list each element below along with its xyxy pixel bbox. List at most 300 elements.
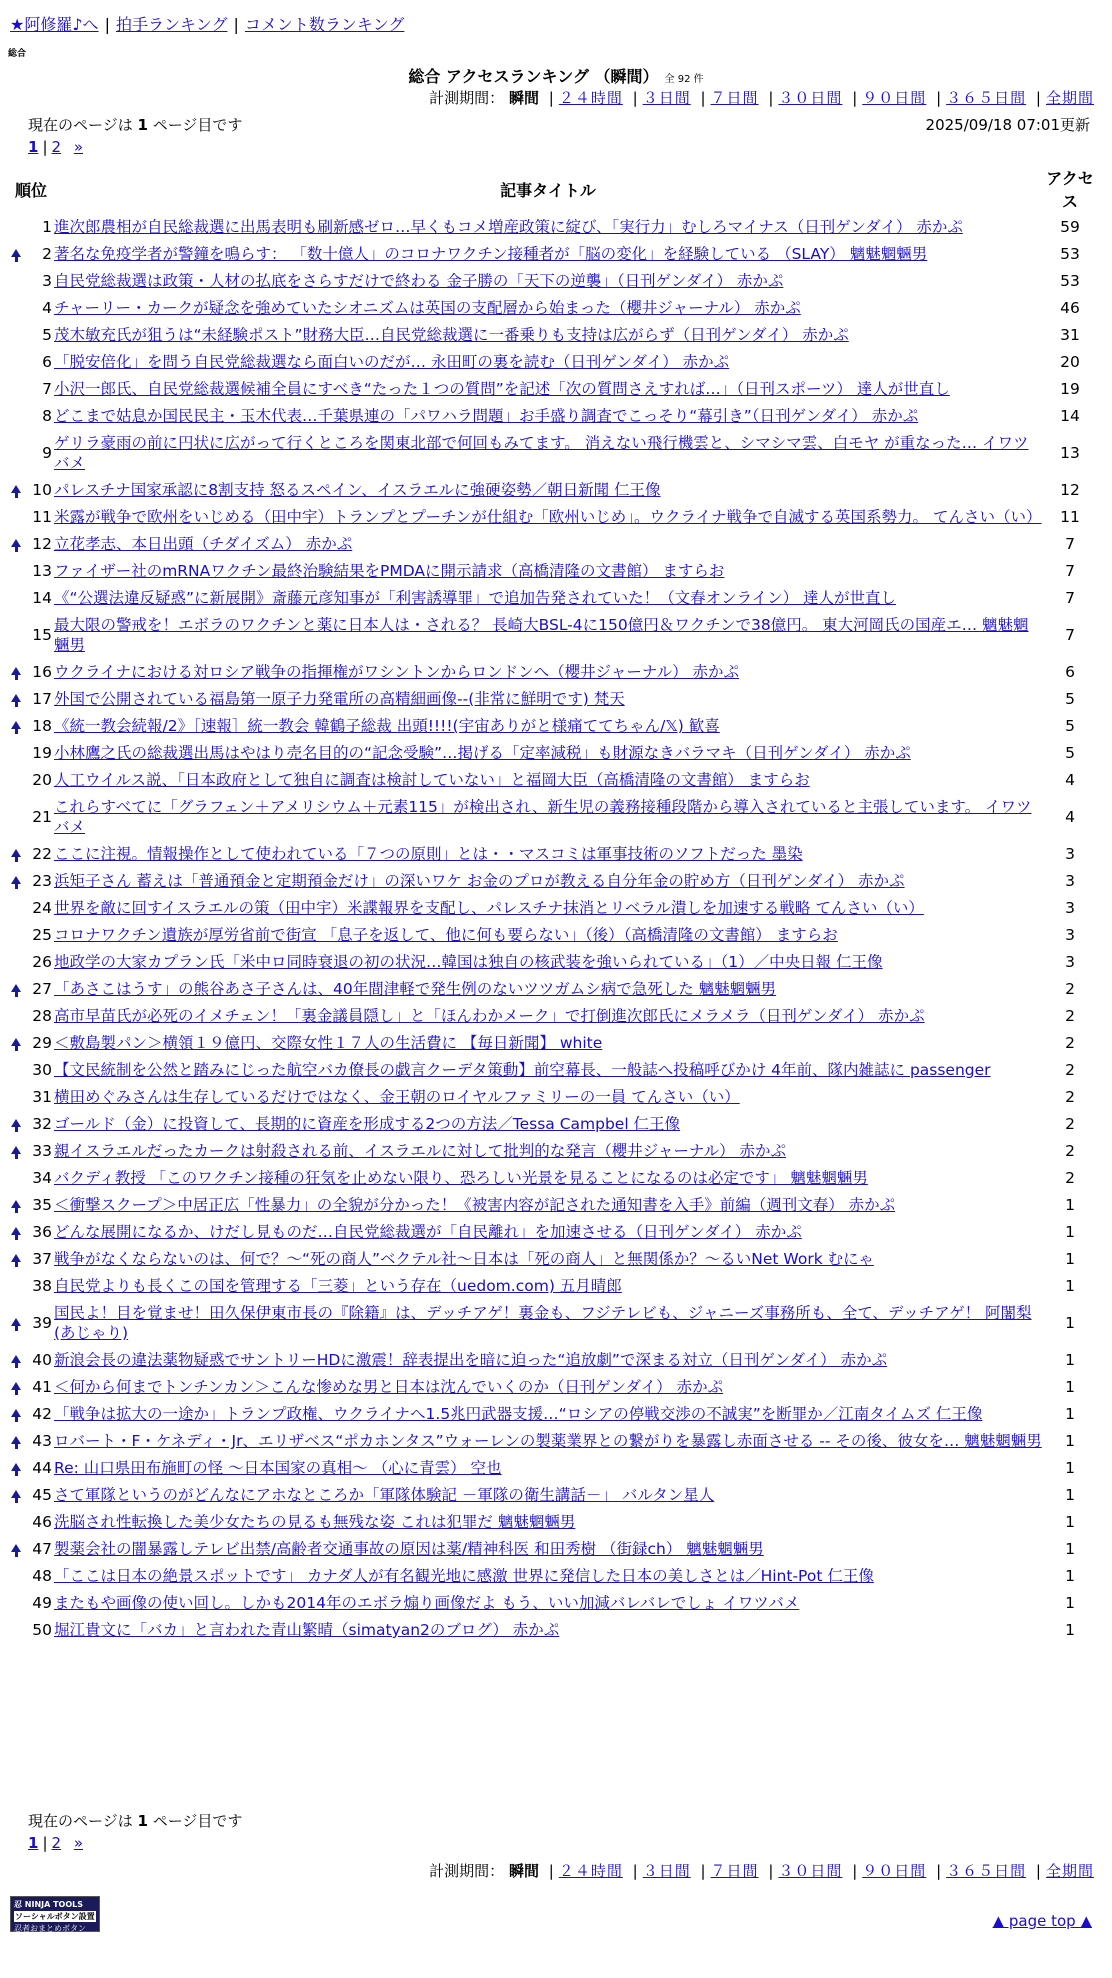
article-title-link[interactable]: さて軍隊というのがどんなにアホなところか「軍隊体験記 －軍隊の衛生講話－」 バルタン星人: [54, 1486, 715, 1504]
rank-up-arrow-icon: [11, 667, 21, 675]
separator: |: [632, 89, 638, 107]
access-count: 1: [1065, 1486, 1075, 1504]
article-title-cell: [54, 1273, 1042, 1300]
page-link-1[interactable]: 1: [28, 1834, 39, 1852]
article-title-link[interactable]: 立花孝志、本日出頭（チダイズム） 赤かぷ: [54, 535, 353, 553]
rank-change-cell: [8, 322, 24, 349]
access-count: 2: [1065, 1061, 1075, 1079]
table-row: [8, 1192, 1098, 1219]
article-title-link[interactable]: 新浪会長の違法薬物疑惑でサントリーHDに激震！辞表提出を暗に迫った“追放劇”で深まる対立（日刊ゲンダイ） 赤かぷ: [54, 1351, 888, 1369]
rank-number: 14: [32, 589, 52, 607]
ranking-table: [8, 164, 1098, 1644]
rank-number: 49: [32, 1594, 52, 1612]
period-link-90d[interactable]: ９０日間: [862, 1862, 927, 1880]
article-title-link[interactable]: 洗脳され性転換した美少女たちの見るも無残な姿 これは犯罪だ 魑魅魍魎男: [54, 1513, 576, 1531]
article-title-link[interactable]: ロバート・F・ケネディ・Jr、エリザベス“ポカホンタス”ウォーレンの製薬業界との繋がりを暴露し赤面させる -- その後、彼女を… 魑魅魍魎男: [54, 1432, 1042, 1450]
ninja-tools-social-button[interactable]: [10, 1896, 100, 1932]
article-title-cell: [54, 767, 1042, 794]
table-row: [8, 1401, 1098, 1428]
current-page-suffix: ページ目です: [147, 116, 243, 134]
period-current: 瞬間: [508, 89, 539, 107]
article-title-cell: [54, 1246, 1042, 1273]
article-title-link[interactable]: Re: 山口県田布施町の怪 ～日本国家の真相～ （心に青雲） 空也: [54, 1459, 502, 1477]
rank-change-cell: [8, 686, 24, 713]
article-title-link[interactable]: 米露が戦争で欧州をいじめる（田中宇）トランプとプーチンが仕組む「欧州いじめ」。ウクライナ戦争で自滅する英国系勢力。 てんさい（い）: [54, 508, 1042, 526]
article-title-link[interactable]: 戦争がなくならないのは、何で？～“死の商人”ベクテル社～日本は「死の商人」と無関係か？～るいNet Work むにゃ: [54, 1250, 874, 1268]
article-title-link[interactable]: ファイザー社のmRNAワクチン最終治験結果をPMDAに開示請求（高橋清隆の文書館） ますらお: [54, 562, 725, 580]
access-count: 2: [1065, 980, 1075, 998]
article-title-link[interactable]: コロナワクチン遺族が厚労省前で街宣 「息子を返して、他に何も要らない」（後）（高橋清隆の文書館） ますらお: [54, 926, 838, 944]
rank-change-cell: [8, 477, 24, 504]
rank-number: 4: [42, 299, 52, 317]
rank-up-arrow-icon: [11, 485, 21, 493]
table-row: [8, 268, 1098, 295]
article-title-link[interactable]: 「あさこはうす」の熊谷あさ子さんは、40年間津軽で発生例のないツツガムシ病で急死した 魑魅魍魎男: [54, 980, 777, 998]
article-title-link[interactable]: バクディ教授 「このワクチン接種の狂気を止めない限り、恐ろしい光景を見ることになるのは必定です」 魑魅魍魎男: [54, 1169, 868, 1187]
access-count: 1: [1065, 1567, 1075, 1585]
article-title-link[interactable]: パレスチナ国家承認に8割支持 怒るスペイン、イスラエルに強硬姿勢／朝日新聞 仁王像: [54, 481, 661, 499]
rank-change-cell: [8, 1563, 24, 1590]
article-title-link[interactable]: 世界を敵に回すイスラエルの策（田中宇）米諜報界を支配し、パレスチナ抹消とリベラル潰しを加速する戦略 てんさい（い）: [54, 899, 924, 917]
access-count: 1: [1065, 1196, 1075, 1214]
rank-change-cell: [8, 612, 24, 659]
article-title-link[interactable]: 小林鷹之氏の総裁選出馬はやはり売名目的の“記念受験”…掲げる「定率減税」も財源なきバラマキ（日刊ゲンダイ） 赤かぷ: [54, 744, 911, 762]
access-count: 11: [1060, 508, 1080, 526]
article-title-cell: [54, 295, 1042, 322]
access-count: 13: [1060, 444, 1080, 462]
rank-number: 48: [32, 1567, 52, 1585]
article-title-link[interactable]: ＜何から何までトンチンカン＞こんな惨めな男と日本は沈んでいくのか（日刊ゲンダイ） 赤かぷ: [54, 1378, 724, 1396]
rank-change-cell: [8, 295, 24, 322]
rank-change-cell: [8, 1030, 24, 1057]
table-row: [8, 1273, 1098, 1300]
ranking-title-text: 総合 アクセスランキング （瞬間）: [408, 67, 659, 86]
table-row: [8, 1219, 1098, 1246]
rank-up-arrow-icon: [11, 1355, 21, 1363]
rank-change-cell: [8, 922, 24, 949]
access-count: 7: [1065, 626, 1075, 644]
rank-number: 17: [32, 690, 52, 708]
rank-number: 6: [42, 353, 52, 371]
article-title-link[interactable]: 茂木敏充氏が狙うは“未経験ポスト”財務大臣…自民党総裁選に一番乗りも支持は広がらず（日刊ゲンダイ） 赤かぷ: [54, 326, 849, 344]
rank-change-cell: [8, 403, 24, 430]
table-row: [8, 531, 1098, 558]
pager-top: [28, 138, 83, 156]
access-count: 53: [1060, 245, 1080, 263]
column-header-rank: 順位: [14, 180, 47, 200]
rank-number: 16: [32, 663, 52, 681]
current-page-info: [28, 114, 242, 135]
access-count: 4: [1065, 771, 1075, 789]
article-title-cell: [54, 376, 1042, 403]
rank-number: 33: [32, 1142, 52, 1160]
article-title-cell: [54, 268, 1042, 295]
rank-change-cell: [8, 868, 24, 895]
article-title-cell: [54, 713, 1042, 740]
rank-number: 30: [32, 1061, 52, 1079]
rank-up-arrow-icon: [11, 1038, 21, 1046]
rank-change-cell: [8, 504, 24, 531]
rank-number: 1: [42, 218, 52, 236]
rank-number: 36: [32, 1223, 52, 1241]
separator: |: [548, 1862, 554, 1880]
article-title-link[interactable]: 国民よ！目を覚ませ！田久保伊東市長の『除籍』は、デッチアゲ！裏金も、フジテレビも、ジャニーズ事務所も、全て、デッチアゲ！ 阿闍梨(あじゃり): [54, 1304, 1032, 1342]
period-link-7d[interactable]: ７日間: [710, 1862, 759, 1880]
rank-change-cell: [8, 430, 24, 477]
rank-number: 8: [42, 407, 52, 425]
article-title-link[interactable]: どんな展開になるか、けだし見ものだ…自民党総裁選が「自民離れ」を加速させる（日刊ゲンダイ） 赤かぷ: [54, 1223, 802, 1241]
separator: |: [768, 89, 774, 107]
table-row: [8, 1057, 1098, 1084]
rank-number: 31: [32, 1088, 52, 1106]
table-row: [8, 794, 1098, 841]
article-title-link[interactable]: 地政学の大家カプラン氏「米中ロ同時衰退の初の状況…韓国は独自の核武装を強いられている」（1）／中央日報 仁王像: [54, 953, 883, 971]
separator: |: [700, 89, 706, 107]
article-title-cell: [54, 1428, 1042, 1455]
rank-change-cell: [8, 376, 24, 403]
rank-number: 18: [32, 717, 52, 735]
table-row: [8, 1003, 1098, 1030]
rank-change-cell: [8, 895, 24, 922]
next-page-link[interactable]: »: [73, 1834, 84, 1852]
link-comment-ranking[interactable]: コメント数ランキング: [244, 15, 405, 34]
access-count: 2: [1065, 1115, 1075, 1133]
article-title-link[interactable]: ここに注視。情報操作として使われている「７つの原則」とは・・マスコミは軍事技術のソフトだった 墨染: [54, 845, 803, 863]
rank-number: 47: [32, 1540, 52, 1558]
access-count: 7: [1065, 535, 1075, 553]
rank-change-cell: [8, 794, 24, 841]
rank-change-cell: [8, 976, 24, 1003]
column-header-title: 記事タイトル: [500, 180, 596, 200]
article-title-cell: [54, 895, 1042, 922]
rank-up-arrow-icon: [11, 1409, 21, 1417]
access-count: 1: [1065, 1250, 1075, 1268]
access-count: 1: [1065, 1277, 1075, 1295]
rank-number: 7: [42, 380, 52, 398]
period-label: 計測期間：: [429, 1862, 505, 1880]
table-row: [8, 1138, 1098, 1165]
article-title-cell: [54, 868, 1042, 895]
article-title-link[interactable]: 浜矩子さん 蓄えは「普通預金と定期預金だけ」の深いワケ お金のプロが教える自分年金の貯め方（日刊ゲンダイ） 赤かぷ: [54, 872, 905, 890]
article-title-link[interactable]: ウクライナにおける対ロシア戦争の指揮権がワシントンからロンドンへ（櫻井ジャーナル） 赤かぷ: [54, 663, 739, 681]
total-count: 全 92 件: [664, 74, 704, 85]
article-title-link[interactable]: 横田めぐみさんは生存しているだけではなく、金王朝のロイヤルファミリーの一員 てんさい（い）: [54, 1088, 740, 1106]
article-title-cell: [54, 686, 1042, 713]
rank-change-cell: [8, 1138, 24, 1165]
category-label: 総合: [8, 49, 27, 59]
article-title-cell: [54, 1057, 1042, 1084]
rank-change-cell: [8, 1590, 24, 1617]
period-link-all[interactable]: 全期間: [1045, 1862, 1094, 1880]
article-title-link[interactable]: 【文民統制を公然と踏みにじった航空バカ僚長の戯言クーデタ策動】前空幕長、一般誌へ投稿呼びかけ 4年前、隊内雑誌に passenger: [54, 1061, 991, 1079]
article-title-link[interactable]: チャーリー・カークが疑念を強めていたシオニズムは英国の支配層から始まった（櫻井ジャーナル） 赤かぷ: [54, 299, 801, 317]
article-title-cell: [54, 1455, 1042, 1482]
article-title-link[interactable]: 自民党よりも長くこの国を管理する「三菱」という存在（uedom.com) 五月晴郎: [54, 1277, 622, 1295]
current-page-prefix: 現在のページは: [28, 1812, 138, 1830]
table-row: [8, 1165, 1098, 1192]
period-link-90d[interactable]: ９０日間: [862, 89, 927, 107]
article-title-link[interactable]: 製薬会社の闇暴露しテレビ出禁/高齢者交通事故の原因は薬/精神科医 和田秀樹 （街録ch） 魑魅魍魎男: [54, 1540, 764, 1558]
table-row: [8, 376, 1098, 403]
access-count: 3: [1065, 899, 1075, 917]
table-row: [8, 403, 1098, 430]
period-link-30d[interactable]: ３０日間: [778, 1862, 843, 1880]
article-title-link[interactable]: 「戦争は拡大の一途か」トランプ政権、ウクライナへ1.5兆円武器支援…“ロシアの停戦交渉の不誠実”を断罪か／江南タイムズ 仁王像: [54, 1405, 983, 1423]
table-row: [8, 295, 1098, 322]
table-row: [8, 841, 1098, 868]
access-count: 1: [1065, 1378, 1075, 1396]
access-count: 1: [1065, 1223, 1075, 1241]
period-link-30d[interactable]: ３０日間: [778, 89, 843, 107]
access-count: 2: [1065, 1169, 1075, 1187]
article-title-link[interactable]: ゴールド（金）に投資して、長期的に資産を形成する2つの方法／Tessa Campbel 仁王像: [54, 1115, 681, 1133]
article-title-link[interactable]: どこまで姑息か国民民主・玉木代表…千葉県連の「パワハラ問題」お手盛り調査でこっそり“幕引き”（日刊ゲンダイ） 赤かぷ: [54, 407, 919, 425]
table-row: [8, 686, 1098, 713]
rank-number: 32: [32, 1115, 52, 1133]
article-title-cell: [54, 1003, 1042, 1030]
article-title-link[interactable]: 「ここは日本の絶景スポットです」 カナダ人が有名観光地に感激 世界に発信した日本の美しさとは／Hint-Pot 仁王像: [54, 1567, 874, 1585]
period-link-365d[interactable]: ３６５日間: [946, 1862, 1027, 1880]
period-link-24h[interactable]: ２４時間: [558, 89, 623, 107]
table-row: [8, 1482, 1098, 1509]
article-title-cell: [54, 1482, 1042, 1509]
rank-change-cell: [8, 1111, 24, 1138]
period-current: 瞬間: [508, 1862, 539, 1880]
period-link-7d[interactable]: ７日間: [710, 89, 759, 107]
rank-change-cell: [8, 1401, 24, 1428]
separator: |: [700, 1862, 706, 1880]
rank-up-arrow-icon: [11, 694, 21, 702]
article-title-link[interactable]: ＜衝撃スクープ＞中居正広「性暴力」の全貌が分かった！《被害内容が記された通知書を入手》前編（週刊文春） 赤かぷ: [54, 1196, 896, 1214]
article-title-cell: [54, 1374, 1042, 1401]
table-row: [8, 214, 1098, 241]
table-row: [8, 949, 1098, 976]
table-row: [8, 1563, 1098, 1590]
table-row: [8, 659, 1098, 686]
article-title-link[interactable]: 《統一教会続報/2》［速報］統一教会 韓鶴子総裁 出頭!!!!(宇宙ありがと様痛ててちゃん/𝕏) 歓喜: [54, 717, 720, 735]
separator: |: [852, 89, 858, 107]
article-title-cell: [54, 740, 1042, 767]
access-count: 7: [1065, 562, 1075, 580]
rank-up-arrow-icon: [11, 1200, 21, 1208]
page-top-link[interactable]: ▲ page top ▲: [992, 1912, 1092, 1930]
rank-change-cell: [8, 1509, 24, 1536]
access-count: 3: [1065, 926, 1075, 944]
rank-number: 21: [32, 808, 52, 826]
access-count: 14: [1060, 407, 1080, 425]
rank-number: 50: [32, 1621, 52, 1639]
article-title-link[interactable]: 自民党総裁選は政策・人材の払底をさらすだけで終わる 金子勝の「天下の逆襲」（日刊ゲンダイ） 赤かぷ: [54, 272, 784, 290]
rank-up-arrow-icon: [11, 1382, 21, 1390]
rank-up-arrow-icon: [11, 1318, 21, 1326]
period-link-3d[interactable]: ３日間: [642, 1862, 691, 1880]
article-title-link[interactable]: 高市早苗氏が必死のイメチェン！「裏金議員隠し」と「ほんわかメーク」で打倒進次郎氏にメラメラ（日刊ゲンダイ） 赤かぷ: [54, 1007, 925, 1025]
rank-number: 12: [32, 535, 52, 553]
table-row: [8, 1030, 1098, 1057]
article-title-link[interactable]: 進次郎農相が自民総裁選に出馬表明も刷新感ゼロ…早くもコメ増産政策に綻び、「実行力」むしろマイナス（日刊ゲンダイ） 赤かぷ: [54, 218, 963, 236]
rank-change-cell: [8, 531, 24, 558]
rank-change-cell: [8, 713, 24, 740]
table-row: [8, 430, 1098, 477]
access-count: 2: [1065, 1034, 1075, 1052]
rank-change-cell: [8, 949, 24, 976]
access-count: 59: [1060, 218, 1080, 236]
rank-up-arrow-icon: [11, 1119, 21, 1127]
rank-change-cell: [8, 767, 24, 794]
article-title-cell: [54, 841, 1042, 868]
period-selector-top: [429, 87, 1094, 108]
article-title-link[interactable]: 小沢一郎氏、自民党総裁選候補全員にすべき“たった１つの質問”を記述「次の質問さえすれば…」（日刊スポーツ） 達人が世直し: [54, 380, 950, 398]
article-title-cell: [54, 1300, 1042, 1347]
rank-up-arrow-icon: [11, 1436, 21, 1444]
rank-number: 15: [32, 626, 52, 644]
rank-number: 10: [32, 481, 52, 499]
separator: |: [42, 1834, 48, 1852]
rank-number: 46: [32, 1513, 52, 1531]
rank-number: 43: [32, 1432, 52, 1450]
period-link-all[interactable]: 全期間: [1045, 89, 1094, 107]
article-title-cell: [54, 1590, 1042, 1617]
access-count: 1: [1065, 1314, 1075, 1332]
article-title-cell: [54, 1536, 1042, 1563]
rank-change-cell: [8, 740, 24, 767]
rank-change-cell: [8, 1347, 24, 1374]
rank-number: 39: [32, 1314, 52, 1332]
article-title-cell: [54, 403, 1042, 430]
link-applause-ranking[interactable]: 拍手ランキング: [115, 15, 228, 34]
article-title-cell: [54, 1617, 1042, 1644]
rank-change-cell: [8, 268, 24, 295]
column-header-access: アクセス: [1046, 169, 1094, 211]
rank-up-arrow-icon: [11, 1227, 21, 1235]
rank-change-cell: [8, 1455, 24, 1482]
article-title-link[interactable]: 堀江貴文に「バカ」と言われた青山繁晴（simatyan2のブログ） 赤かぷ: [54, 1621, 560, 1639]
article-title-link[interactable]: またもや画像の使い回し。しかも2014年のエボラ煽り画像だよ もう、いい加減バレバレでしょ イワツバメ: [54, 1594, 800, 1612]
access-count: 1: [1065, 1351, 1075, 1369]
rank-number: 44: [32, 1459, 52, 1477]
article-title-link[interactable]: 外国で公開されている福島第一原子力発電所の高精細画像--(非常に鮮明です) 梵天: [54, 690, 625, 708]
period-link-24h[interactable]: ２４時間: [558, 1862, 623, 1880]
current-page-number: 1: [137, 1812, 148, 1830]
article-title-link[interactable]: ゲリラ豪雨の前に円状に広がって行くところを関東北部で何回もみてます。 消えない飛行機雲と、シマシマ雲、白モヤ が重なった… イワツバメ: [54, 434, 1029, 472]
access-count: 3: [1065, 953, 1075, 971]
access-count: 1: [1065, 1459, 1075, 1477]
page-link-2[interactable]: 2: [51, 138, 62, 156]
ranking-body: [8, 214, 1098, 1644]
rank-number: 23: [32, 872, 52, 890]
article-title-cell: [54, 949, 1042, 976]
rank-number: 5: [42, 326, 52, 344]
rank-change-cell: [8, 585, 24, 612]
access-count: 1: [1065, 1432, 1075, 1450]
separator: |: [104, 15, 110, 34]
rank-up-arrow-icon: [11, 539, 21, 547]
article-title-cell: [54, 1084, 1042, 1111]
rank-change-cell: [8, 1273, 24, 1300]
article-title-link[interactable]: ＜敷島製パン＞横領１９億円、交際女性１７人の生活費に 【毎日新聞】 white: [54, 1034, 603, 1052]
period-link-3d[interactable]: ３日間: [642, 89, 691, 107]
table-row: [8, 349, 1098, 376]
current-page-prefix: 現在のページは: [28, 116, 138, 134]
rank-number: 45: [32, 1486, 52, 1504]
separator: |: [768, 1862, 774, 1880]
table-row: [8, 1246, 1098, 1273]
article-title-link[interactable]: 最大限の警戒を！エボラのワクチンと薬に日本人は・される？ 長崎大BSL-4に150億円＆ワクチンで38億円。 東大河岡氏の国産エ… 魑魅魍魎男: [54, 616, 1029, 654]
article-title-cell: [54, 531, 1042, 558]
link-asyura-home[interactable]: ★阿修羅♪へ: [10, 15, 99, 34]
rank-change-cell: [8, 1057, 24, 1084]
article-title-cell: [54, 794, 1042, 841]
article-title-cell: [54, 612, 1042, 659]
separator: |: [233, 15, 239, 34]
article-title-cell: [54, 1165, 1042, 1192]
rank-change-cell: [8, 659, 24, 686]
access-count: 3: [1065, 845, 1075, 863]
current-page-info-bottom: [28, 1810, 242, 1831]
article-title-link[interactable]: 「脱安倍化」を問う自民党総裁選なら面白いのだが… 永田町の裏を読む（日刊ゲンダイ） 赤かぷ: [54, 353, 730, 371]
article-title-link[interactable]: これらすべてに「グラフェン＋アメリシウム＋元素115」が検出され、新生児の義務接種段階から導入されていると主張しています。 イワツバメ: [54, 798, 1032, 836]
rank-change-cell: [8, 1192, 24, 1219]
pager-bottom: [28, 1834, 83, 1852]
table-row: [8, 1509, 1098, 1536]
rank-up-arrow-icon: [11, 1544, 21, 1552]
rank-change-cell: [8, 1165, 24, 1192]
article-title-link[interactable]: 親イスラエルだったカークは射殺される前、イスラエルに対して批判的な発言（櫻井ジャーナル） 赤かぷ: [54, 1142, 787, 1160]
separator: |: [1035, 89, 1041, 107]
rank-change-cell: [8, 841, 24, 868]
article-title-link[interactable]: 《“公選法違反疑惑”に新展開》斎藤元彦知事が「利害誘導罪」で追加告発されていた！（文春オンライン） 達人が世直し: [54, 589, 897, 607]
rank-number: 40: [32, 1351, 52, 1369]
rank-up-arrow-icon: [11, 1146, 21, 1154]
rank-number: 42: [32, 1405, 52, 1423]
article-title-cell: [54, 976, 1042, 1003]
period-link-365d[interactable]: ３６５日間: [946, 89, 1027, 107]
separator: |: [852, 1862, 858, 1880]
rank-number: 25: [32, 926, 52, 944]
table-row: [8, 713, 1098, 740]
table-row: [8, 1617, 1098, 1644]
rank-change-cell: [8, 1374, 24, 1401]
rank-change-cell: [8, 1084, 24, 1111]
rank-change-cell: [8, 1428, 24, 1455]
ninja-tools-logo-text: 忍 NINJA TOOLS: [14, 1900, 84, 1909]
article-title-cell: [54, 1030, 1042, 1057]
page-link-2[interactable]: 2: [51, 1834, 62, 1852]
current-page-number: 1: [137, 116, 148, 134]
article-title-cell: [54, 1111, 1042, 1138]
rank-up-arrow-icon: [11, 984, 21, 992]
current-page-suffix: ページ目です: [147, 1812, 243, 1830]
rank-change-cell: [8, 1219, 24, 1246]
access-count: 2: [1065, 1007, 1075, 1025]
article-title-cell: [54, 1219, 1042, 1246]
article-title-cell: [54, 558, 1042, 585]
table-row: [8, 1111, 1098, 1138]
page-link-1[interactable]: 1: [28, 138, 39, 156]
article-title-link[interactable]: 著名な免疫学者が警鐘を鳴らす： 「数十億人」のコロナワクチン接種者が「脳の変化」を経験している （SLAY） 魑魅魍魎男: [54, 245, 928, 263]
article-title-link[interactable]: 人工ウイルス説、「日本政府として独自に調査は検討していない」と福岡大臣（高橋清隆の文書館） ますらお: [54, 771, 810, 789]
ninja-tools-label: ソーシャルボタン設置: [15, 1912, 95, 1921]
separator: [65, 1834, 70, 1852]
access-count: 46: [1060, 299, 1080, 317]
rank-up-arrow-icon: [11, 1463, 21, 1471]
updated-timestamp: 2025/09/18 07:01更新: [925, 116, 1090, 134]
table-row: [8, 477, 1098, 504]
rank-change-cell: [8, 1246, 24, 1273]
next-page-link[interactable]: »: [73, 138, 84, 156]
rank-number: 27: [32, 980, 52, 998]
table-row: [8, 1300, 1098, 1347]
